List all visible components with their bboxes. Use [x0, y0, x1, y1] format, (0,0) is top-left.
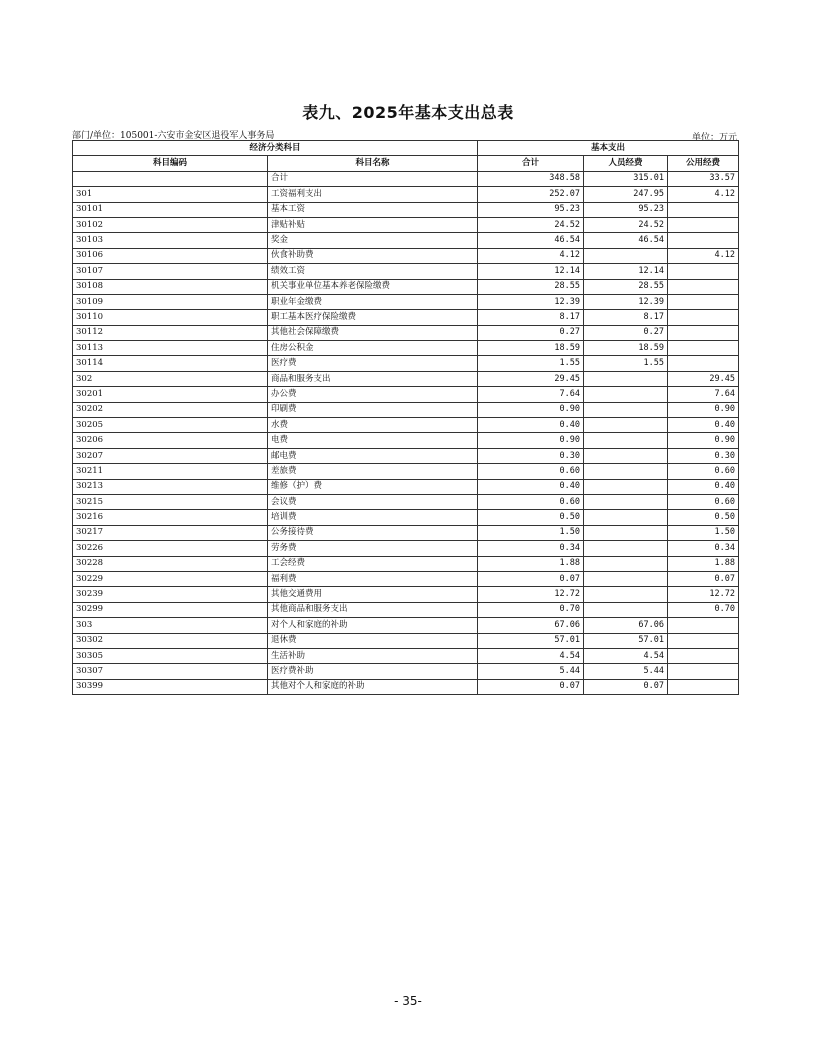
basic-expenditure-table: [72, 140, 739, 695]
cell-total: 46.54: [478, 233, 584, 248]
cell-personnel: [584, 418, 668, 433]
cell-name: 福利费: [268, 571, 478, 586]
cell-total: 252.07: [478, 187, 584, 202]
cell-total: 18.59: [478, 341, 584, 356]
cell-personnel: 12.14: [584, 264, 668, 279]
cell-name: 会议费: [268, 494, 478, 509]
cell-name: 生活补助: [268, 648, 478, 663]
cell-total: 0.07: [478, 571, 584, 586]
cell-personnel: [584, 248, 668, 263]
table-row: [73, 248, 739, 263]
cell-public: 33.57: [668, 171, 739, 186]
header-public: 公用经费: [668, 156, 739, 171]
cell-personnel: 12.39: [584, 294, 668, 309]
cell-personnel: [584, 448, 668, 463]
header-total: 合计: [478, 156, 584, 171]
cell-total: 5.44: [478, 664, 584, 679]
cell-code: 30217: [73, 525, 268, 540]
cell-total: 67.06: [478, 618, 584, 633]
cell-personnel: [584, 387, 668, 402]
cell-public: 0.34: [668, 541, 739, 556]
cell-name: 其他社会保障缴费: [268, 325, 478, 340]
cell-public: 1.88: [668, 556, 739, 571]
cell-total: 348.58: [478, 171, 584, 186]
cell-personnel: [584, 587, 668, 602]
total-row: [73, 171, 739, 186]
table-row: [73, 525, 739, 540]
cell-code: 30108: [73, 279, 268, 294]
cell-public: 0.40: [668, 418, 739, 433]
cell-name: 职工基本医疗保险缴费: [268, 310, 478, 325]
cell-name: 职业年金缴费: [268, 294, 478, 309]
cell-public: 7.64: [668, 387, 739, 402]
cell-public: [668, 618, 739, 633]
cell-code: 30110: [73, 310, 268, 325]
cell-total: 12.39: [478, 294, 584, 309]
table-row: [73, 217, 739, 232]
cell-name: 维修（护）费: [268, 479, 478, 494]
page-title: 表九、2025年基本支出总表: [302, 103, 514, 122]
cell-code: 30299: [73, 602, 268, 617]
cell-public: [668, 264, 739, 279]
cell-code: 30216: [73, 510, 268, 525]
cell-public: 0.07: [668, 571, 739, 586]
table-row: [73, 648, 739, 663]
cell-personnel: [584, 525, 668, 540]
table-row: [73, 310, 739, 325]
cell-name: 差旅费: [268, 464, 478, 479]
cell-public: [668, 202, 739, 217]
cell-public: 0.30: [668, 448, 739, 463]
cell-public: [668, 664, 739, 679]
cell-total: 4.54: [478, 648, 584, 663]
table-row: [73, 371, 739, 386]
cell-name: 机关事业单位基本养老保险缴费: [268, 279, 478, 294]
cell-code: 301: [73, 187, 268, 202]
cell-total: 0.30: [478, 448, 584, 463]
cell-total: 4.12: [478, 248, 584, 263]
table-row: [73, 494, 739, 509]
cell-code: 30107: [73, 264, 268, 279]
cell-total: 95.23: [478, 202, 584, 217]
cell-code: 30229: [73, 571, 268, 586]
cell-personnel: 247.95: [584, 187, 668, 202]
cell-name: 绩效工资: [268, 264, 478, 279]
cell-personnel: [584, 510, 668, 525]
cell-personnel: 315.01: [584, 171, 668, 186]
cell-personnel: 18.59: [584, 341, 668, 356]
table-row: [73, 202, 739, 217]
cell-personnel: [584, 602, 668, 617]
cell-public: 0.60: [668, 494, 739, 509]
cell-code: 30109: [73, 294, 268, 309]
cell-total: 0.50: [478, 510, 584, 525]
cell-personnel: 8.17: [584, 310, 668, 325]
cell-public: [668, 325, 739, 340]
cell-name: 医疗费补助: [268, 664, 478, 679]
cell-code: 30215: [73, 494, 268, 509]
cell-name: 工资福利支出: [268, 187, 478, 202]
cell-code: 30305: [73, 648, 268, 663]
cell-name: 津贴补贴: [268, 217, 478, 232]
cell-personnel: [584, 556, 668, 571]
cell-public: 12.72: [668, 587, 739, 602]
cell-public: 0.50: [668, 510, 739, 525]
header-economic-classification: 经济分类科目: [73, 141, 478, 156]
cell-public: 0.70: [668, 602, 739, 617]
cell-code: 30114: [73, 356, 268, 371]
cell-public: [668, 341, 739, 356]
cell-code: 30102: [73, 217, 268, 232]
cell-code: 30113: [73, 341, 268, 356]
cell-personnel: [584, 464, 668, 479]
cell-total: 29.45: [478, 371, 584, 386]
header-basic-expenditure: 基本支出: [478, 141, 739, 156]
cell-name: 基本工资: [268, 202, 478, 217]
cell-personnel: [584, 571, 668, 586]
cell-total: 24.52: [478, 217, 584, 232]
cell-personnel: 1.55: [584, 356, 668, 371]
header-column-row: [73, 156, 739, 171]
cell-code: 30206: [73, 433, 268, 448]
table-row: [73, 341, 739, 356]
cell-personnel: [584, 371, 668, 386]
table-row: [73, 602, 739, 617]
cell-public: [668, 633, 739, 648]
cell-total: 8.17: [478, 310, 584, 325]
table-row: [73, 464, 739, 479]
cell-code: 30226: [73, 541, 268, 556]
cell-public: [668, 310, 739, 325]
cell-code: 30201: [73, 387, 268, 402]
cell-total: 0.40: [478, 418, 584, 433]
table-row: [73, 233, 739, 248]
cell-code: 30101: [73, 202, 268, 217]
table-row: [73, 325, 739, 340]
cell-name: 住房公积金: [268, 341, 478, 356]
cell-public: 0.60: [668, 464, 739, 479]
cell-name: 电费: [268, 433, 478, 448]
cell-personnel: 28.55: [584, 279, 668, 294]
cell-personnel: 0.07: [584, 679, 668, 694]
cell-code: [73, 171, 268, 186]
header-code: 科目编码: [73, 156, 268, 171]
cell-public: 0.90: [668, 402, 739, 417]
cell-name: 退休费: [268, 633, 478, 648]
cell-personnel: [584, 433, 668, 448]
table-row: [73, 664, 739, 679]
header-group-row: [73, 141, 739, 156]
cell-total: 0.90: [478, 402, 584, 417]
table-row: [73, 510, 739, 525]
cell-name: 劳务费: [268, 541, 478, 556]
table-row: [73, 402, 739, 417]
unit-label: 单位：万元: [691, 133, 737, 143]
cell-total: 1.50: [478, 525, 584, 540]
cell-personnel: 0.27: [584, 325, 668, 340]
cell-code: 30399: [73, 679, 268, 694]
cell-personnel: 46.54: [584, 233, 668, 248]
table-row: [73, 418, 739, 433]
cell-code: 30205: [73, 418, 268, 433]
cell-personnel: 4.54: [584, 648, 668, 663]
cell-code: 30207: [73, 448, 268, 463]
cell-personnel: 24.52: [584, 217, 668, 232]
cell-personnel: [584, 541, 668, 556]
cell-name: 工会经费: [268, 556, 478, 571]
cell-public: [668, 679, 739, 694]
cell-name: 商品和服务支出: [268, 371, 478, 386]
table-row: [73, 279, 739, 294]
cell-total: 1.88: [478, 556, 584, 571]
cell-total: 12.14: [478, 264, 584, 279]
cell-total: 0.07: [478, 679, 584, 694]
cell-total: 7.64: [478, 387, 584, 402]
cell-name: 印刷费: [268, 402, 478, 417]
cell-name: 办公费: [268, 387, 478, 402]
cell-name: 公务接待费: [268, 525, 478, 540]
table-row: [73, 433, 739, 448]
cell-total: 0.70: [478, 602, 584, 617]
cell-public: [668, 294, 739, 309]
table-row: [73, 479, 739, 494]
table-row: [73, 448, 739, 463]
cell-public: 0.90: [668, 433, 739, 448]
cell-name: 培训费: [268, 510, 478, 525]
cell-public: [668, 279, 739, 294]
cell-code: 30228: [73, 556, 268, 571]
table-row: [73, 679, 739, 694]
cell-name: 其他商品和服务支出: [268, 602, 478, 617]
cell-personnel: [584, 494, 668, 509]
cell-total: 0.34: [478, 541, 584, 556]
cell-name: 对个人和家庭的补助: [268, 618, 478, 633]
cell-name: 邮电费: [268, 448, 478, 463]
header-name: 科目名称: [268, 156, 478, 171]
table-row: [73, 541, 739, 556]
cell-name: 合计: [268, 171, 478, 186]
cell-public: [668, 233, 739, 248]
cell-code: 30202: [73, 402, 268, 417]
cell-personnel: 57.01: [584, 633, 668, 648]
page-number: - 35-: [394, 994, 422, 1008]
table-row: [73, 187, 739, 202]
cell-name: 奖金: [268, 233, 478, 248]
cell-total: 0.27: [478, 325, 584, 340]
cell-public: 29.45: [668, 371, 739, 386]
cell-name: 伙食补助费: [268, 248, 478, 263]
cell-name: 其他对个人和家庭的补助: [268, 679, 478, 694]
cell-code: 302: [73, 371, 268, 386]
table-row: [73, 264, 739, 279]
cell-total: 0.40: [478, 479, 584, 494]
cell-total: 0.60: [478, 464, 584, 479]
table-row: [73, 618, 739, 633]
cell-name: 水费: [268, 418, 478, 433]
cell-total: 1.55: [478, 356, 584, 371]
table-row: [73, 587, 739, 602]
cell-public: 1.50: [668, 525, 739, 540]
cell-name: 其他交通费用: [268, 587, 478, 602]
cell-public: [668, 356, 739, 371]
cell-name: 医疗费: [268, 356, 478, 371]
cell-total: 28.55: [478, 279, 584, 294]
header-personnel: 人员经费: [584, 156, 668, 171]
cell-code: 30106: [73, 248, 268, 263]
table-row: [73, 387, 739, 402]
cell-code: 30302: [73, 633, 268, 648]
cell-personnel: 95.23: [584, 202, 668, 217]
cell-public: [668, 648, 739, 663]
cell-personnel: [584, 479, 668, 494]
cell-code: 30103: [73, 233, 268, 248]
cell-total: 0.90: [478, 433, 584, 448]
table-row: [73, 294, 739, 309]
cell-code: 30239: [73, 587, 268, 602]
cell-personnel: [584, 402, 668, 417]
cell-personnel: 67.06: [584, 618, 668, 633]
cell-public: 4.12: [668, 187, 739, 202]
cell-total: 0.60: [478, 494, 584, 509]
cell-public: [668, 217, 739, 232]
cell-total: 12.72: [478, 587, 584, 602]
cell-total: 57.01: [478, 633, 584, 648]
cell-code: 30213: [73, 479, 268, 494]
cell-code: 303: [73, 618, 268, 633]
table-body: [73, 171, 739, 694]
table-row: [73, 556, 739, 571]
cell-personnel: 5.44: [584, 664, 668, 679]
cell-public: 0.40: [668, 479, 739, 494]
cell-code: 30307: [73, 664, 268, 679]
cell-code: 30211: [73, 464, 268, 479]
department-label: 部门/单位：105001-六安市金安区退役军人事务局: [72, 131, 275, 141]
cell-code: 30112: [73, 325, 268, 340]
cell-public: 4.12: [668, 248, 739, 263]
table-row: [73, 356, 739, 371]
table-row: [73, 633, 739, 648]
table-row: [73, 571, 739, 586]
